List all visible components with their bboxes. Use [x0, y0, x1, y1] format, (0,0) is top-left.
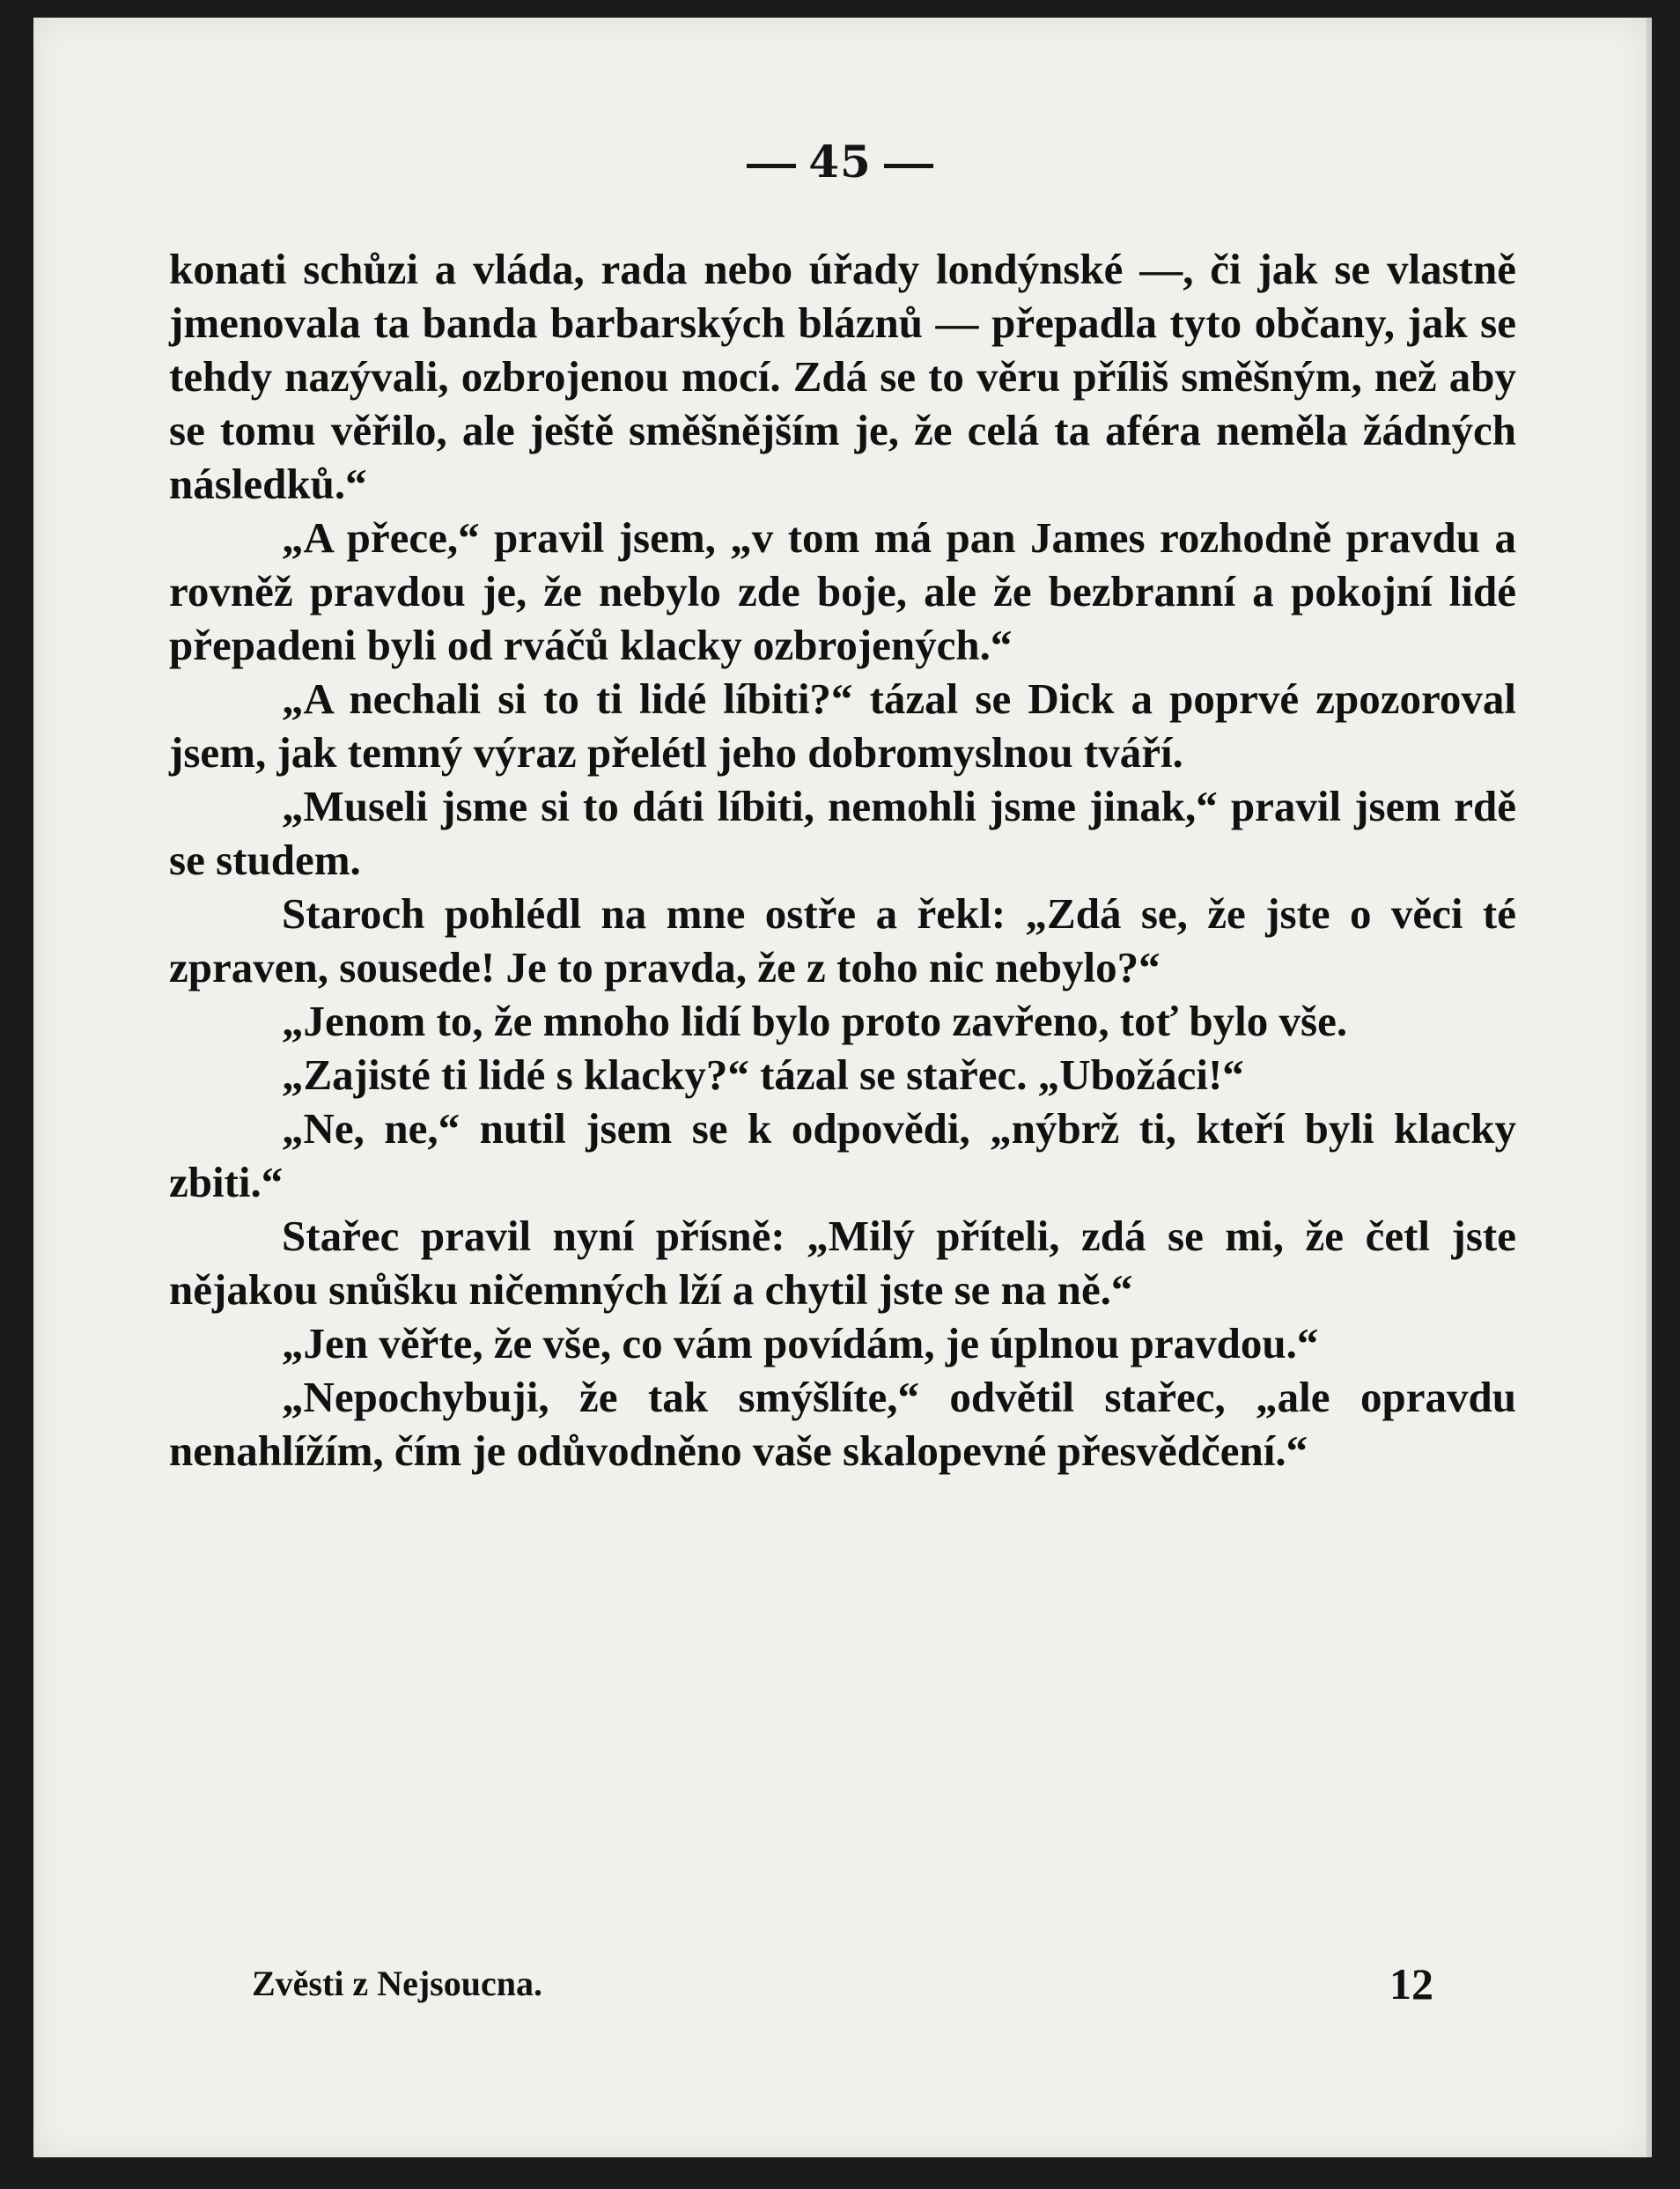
paragraph: „Jen věřte, že vše, co vám povídám, je úplnou pravdou.“ — [282, 1319, 1319, 1367]
paragraph: Staroch pohlédl na mne ostře a řekl: „Zdá se, že jste o věci té zpraven, sousede! Je to pravda, že z toho nic nebylo?“ — [169, 889, 1516, 991]
footer-sheet-number: 12 — [1389, 1959, 1433, 2008]
paragraph: „Nepochybuji, že tak smýšlíte,“ odvětil stařec, „ale opravdu nenahlížím, čím je odůvodněno vaše skalopevné přesvědčení.“ — [169, 1373, 1516, 1475]
footer-signature: Zvěsti z Nejsoucna. — [252, 1964, 542, 2003]
paragraph: „A nechali si to ti lidé líbiti?“ tázal se Dick a poprvé zpozoroval jsem, jak temný výraz přelétl jeho dobromyslnou tváří. — [169, 674, 1516, 777]
paragraph: „Zajisté ti lidé s klacky?“ tázal se stařec. „Ubožáci!“ — [282, 1050, 1244, 1099]
book-page — [33, 18, 1652, 2157]
body-text — [169, 242, 1516, 1478]
paragraph: „A přece,“ pravil jsem, „v tom má pan James rozhodně pravdu a rovněž pravdou je, že nebylo zde boje, ale že bezbranní a pokojní lidé přepadeni byli od rváčů klacky ozbrojených.“ — [169, 513, 1516, 669]
header-dash-right — [884, 164, 933, 168]
paragraph: „Museli jsme si to dáti líbiti, nemohli jsme jinak,“ pravil jsem rdě se studem. — [169, 782, 1516, 884]
page-header — [33, 136, 1647, 188]
paragraph: Stařec pravil nyní přísně: „Milý příteli, zdá se mi, že četl jste nějakou snůšku ničemných lží a chytil jste se na ně.“ — [169, 1212, 1516, 1314]
paragraph: „Ne, ne,“ nutil jsem se k odpovědi, „nýbrž ti, kteří byli klacky zbiti.“ — [169, 1104, 1516, 1206]
page-number: 45 — [808, 136, 872, 188]
header-dash-left — [747, 164, 796, 168]
paragraph: „Jenom to, že mnoho lidí bylo proto zavřeno, toť bylo vše. — [282, 997, 1348, 1045]
paragraph: konati schůzi a vláda, rada nebo úřady londýnské —, či jak se vlastně jmenovala ta banda barbarských bláznů — přepadla tyto občany, jak se tehdy nazývali, ozbrojenou mocí. Zdá se to věru příliš směšným, než aby se tomu věřilo, ale ještě směšnějším je, že celá ta aféra neměla žádných následků.“ — [169, 245, 1516, 508]
